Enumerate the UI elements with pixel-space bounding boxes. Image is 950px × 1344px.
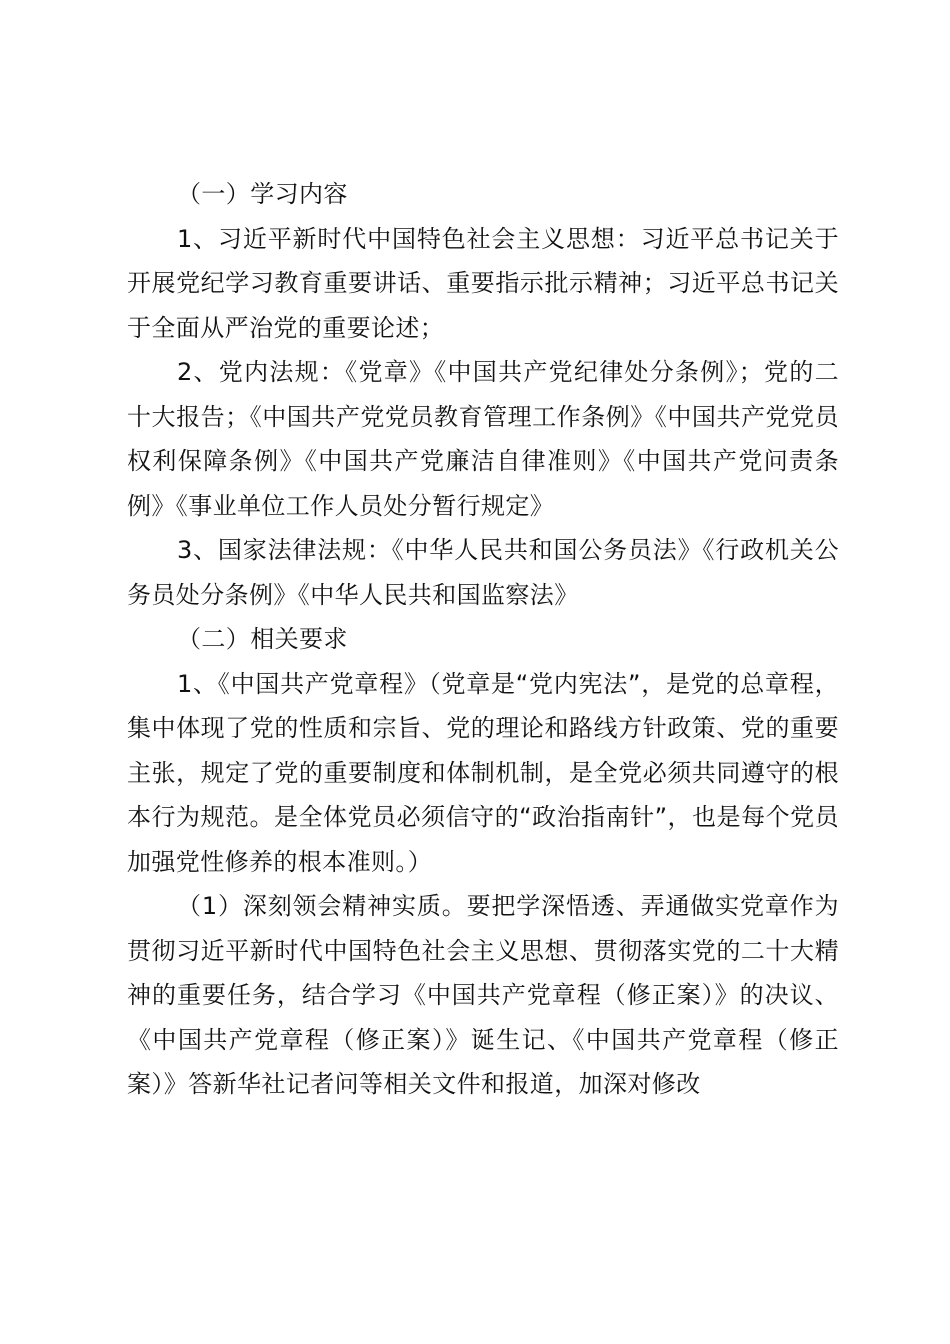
paragraph-item-3-national-laws: 3、国家法律法规：《中华人民共和国公务员法》《行政机关公务员处分条例》《中华人民共和国监察法》 bbox=[127, 536, 839, 609]
paragraph-party-constitution: 1、《中国共产党章程》（党章是“党内宪法”，是党的总章程，集中体现了党的性质和宗旨、党的理论和路线方针政策、党的重要主张，规定了党的重要制度和体制机制，是全党必须共同遵守的根本行为规范。是全体党员必须信守的“政治指南针”，也是每个党员加强党性修养的根本准则。） bbox=[127, 669, 839, 876]
section-heading-learning-content: （一）学习内容 bbox=[177, 180, 348, 208]
paragraph-understand-spirit: （1）深刻领会精神实质。要把学深悟透、弄通做实党章作为贯彻习近平新时代中国特色社会主义思想、贯彻落实党的二十大精神的重要任务，结合学习《中国共产党章程（修正案）》的决议、《中国共产党章程（修正案）》诞生记、《中国共产党章程（修正案）》答新华社记者问等相关文件和报道，加深对修改 bbox=[127, 892, 839, 1098]
paragraph-item-2-party-regulations: 2、党内法规：《党章》《中国共产党纪律处分条例》；党的二十大报告；《中国共产党党员教育管理工作条例》《中国共产党党员权利保障条例》《中国共产党廉洁自律准则》《中国共产党问责条例》《事业单位工作人员处分暂行规定》 bbox=[127, 358, 839, 520]
paragraph-item-1-xi-thought: 1、习近平新时代中国特色社会主义思想：习近平总书记关于开展党纪学习教育重要讲话、重要指示批示精神；习近平总书记关于全面从严治党的重要论述； bbox=[127, 224, 839, 342]
document-body bbox=[127, 172, 839, 1107]
section-heading-requirements: （二）相关要求 bbox=[177, 625, 348, 653]
